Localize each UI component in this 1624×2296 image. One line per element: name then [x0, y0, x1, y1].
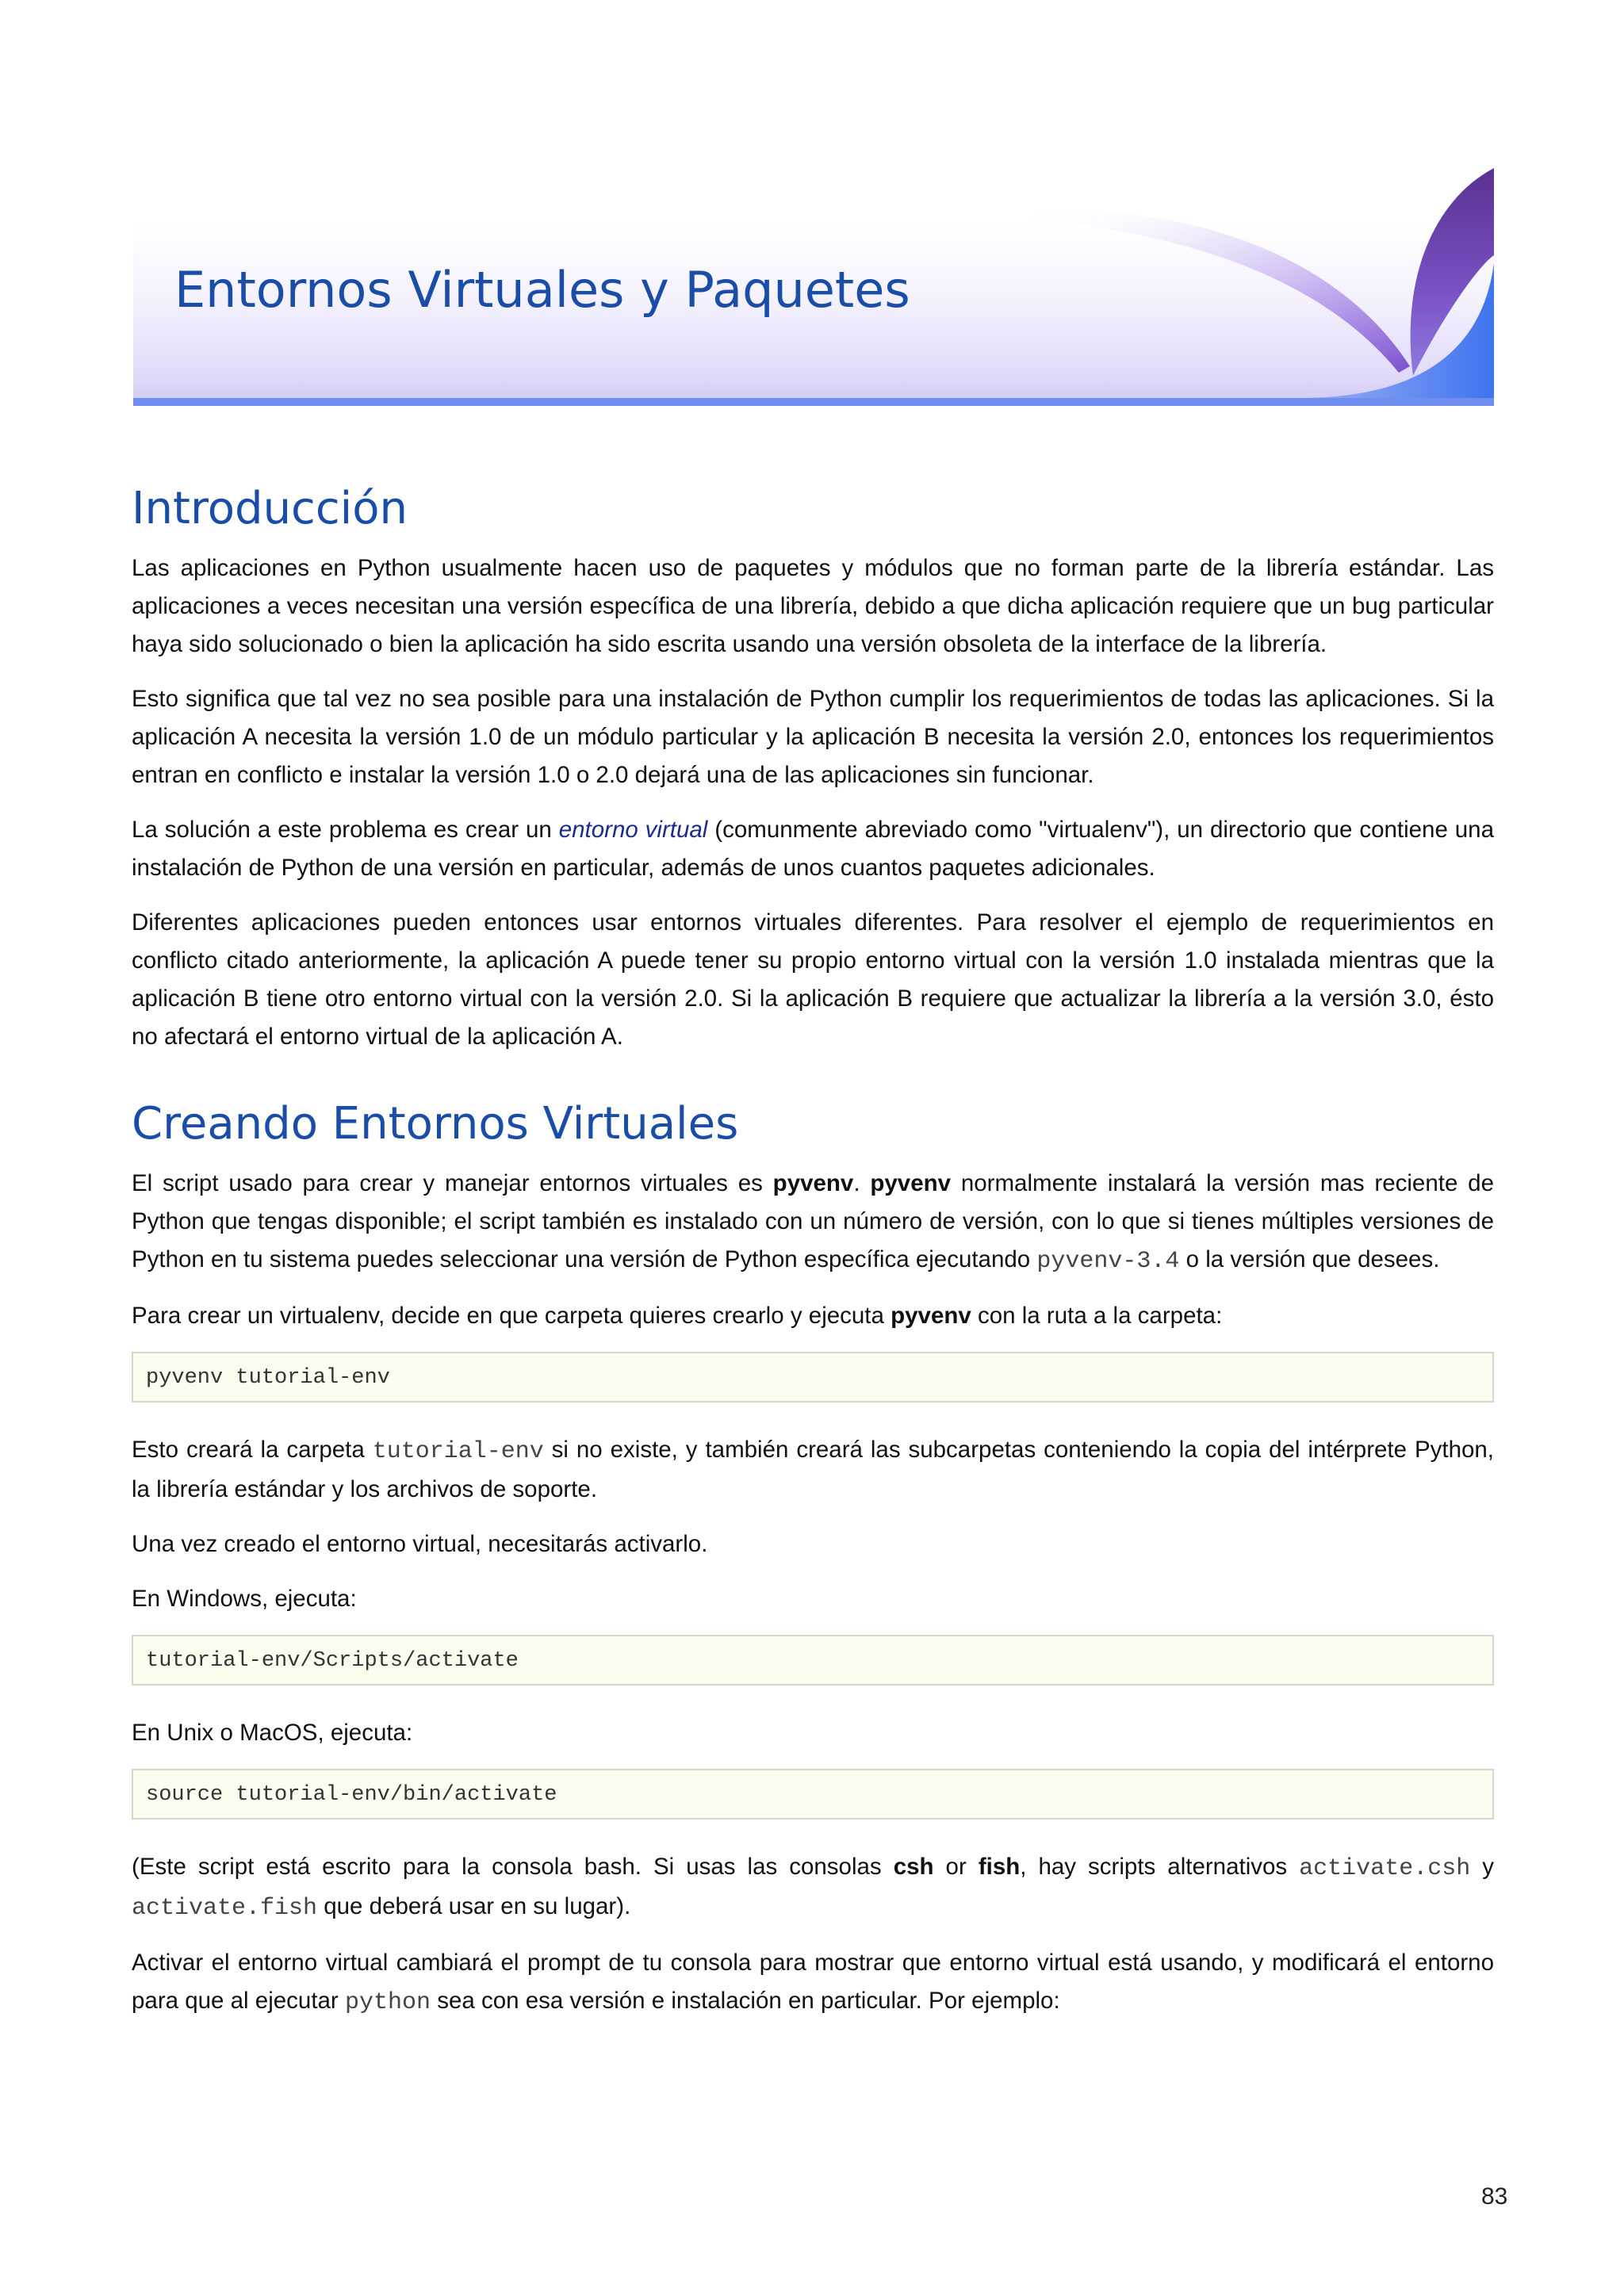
- chapter-banner: [133, 168, 1494, 406]
- inline-code: activate.fish: [132, 1895, 318, 1923]
- section-introduccion: [132, 482, 1494, 1056]
- command-name: fish: [978, 1854, 1021, 1881]
- paragraph: Para crear un virtualenv, decide en que carpeta quieres crearlo y ejecuta pyvenv con la ruta a la carpeta:: [132, 1303, 1223, 1330]
- inline-code: tutorial-env: [372, 1438, 544, 1466]
- page-number: 83: [1481, 2183, 1508, 2210]
- paragraph: Diferentes aplicaciones pueden entonces usar entornos virtuales diferentes. Para resolver el ejemplo de requerimientos en conflicto citado anteriormente, la aplicación A puede tener su propio entorno virtual con la versión 1.0 instalada mientras que la aplicación B tiene otro entorno virtual con la versión 2.0. Si la aplicación B requiere que actualizar la librería a la versión 3.0, ésto no afectará el entorno virtual de la aplicación A.: [132, 909, 1494, 1050]
- inline-code: python: [344, 1989, 431, 2017]
- paragraph: Las aplicaciones en Python usualmente hacen uso de paquetes y módulos que no forman parte de la librería estándar. Las aplicaciones a veces necesitan una versión específica de una librería, debido a que dicha aplicación requiere que un bug particular haya sido solucionado o bien la aplicación ha sido escrita usando una versión obsoleta de la interface de la librería.: [132, 555, 1494, 658]
- paragraph: En Windows, ejecuta:: [132, 1586, 357, 1613]
- paragraph: En Unix o MacOS, ejecuta:: [132, 1720, 413, 1747]
- inline-code: pyvenv-3.4: [1036, 1248, 1180, 1276]
- page-content: [132, 482, 1494, 2038]
- command-name: pyvenv: [891, 1303, 971, 1330]
- code-block: pyvenv tutorial-env: [132, 1352, 1494, 1402]
- section-heading: Introducción: [132, 483, 408, 534]
- section-creando-entornos: [132, 1097, 1494, 2022]
- paragraph: Una vez creado el entorno virtual, necesitarás activarlo.: [132, 1531, 708, 1558]
- paragraph: (Este script está escrito para la consola bash. Si usas las consolas csh or fish, hay scripts alternativos activate.csh y activate.fish que deberá usar en su lugar).: [132, 1854, 1494, 1923]
- paragraph: La solución a este problema es crear un entorno virtual (comunmente abreviado como "virtualenv"), un directorio que contiene una instalación de Python de una versión en particular, además de unos cuantos paquetes adicionales.: [132, 817, 1494, 882]
- paragraph: Esto significa que tal vez no sea posible para una instalación de Python cumplir los requerimientos de todas las aplicaciones. Si la aplicación A necesita la versión 1.0 de un módulo particular y la aplicación B necesita la versión 2.0, entonces los requerimientos entran en conflicto e instalar la versión 1.0 o 2.0 dejará una de las aplicaciones sin funcionar.: [132, 686, 1494, 789]
- code-block: tutorial-env/Scripts/activate: [132, 1635, 1494, 1686]
- section-heading: Creando Entornos Virtuales: [132, 1098, 739, 1150]
- command-name: pyvenv: [772, 1170, 854, 1197]
- chapter-title: Entornos Virtuales y Paquetes: [174, 261, 910, 319]
- paragraph: Activar el entorno virtual cambiará el prompt de tu consola para mostrar que entorno virtual está usando, y modificará el entorno para que al ejecutar python sea con esa versión e instalación en particular. Por ejemplo:: [132, 1950, 1494, 2017]
- command-name: csh: [893, 1854, 934, 1881]
- code-block: source tutorial-env/bin/activate: [132, 1769, 1494, 1820]
- term-link[interactable]: entorno virtual: [558, 817, 708, 844]
- inline-code: activate.csh: [1299, 1855, 1471, 1883]
- paragraph: Esto creará la carpeta tutorial-env si no existe, y también creará las subcarpetas conteniendo la copia del intérprete Python, la librería estándar y los archivos de soporte.: [132, 1437, 1494, 1503]
- paragraph: El script usado para crear y manejar entornos virtuales es pyvenv. pyvenv normalmente instalará la versión mas reciente de Python que tengas disponible; el script también es instalado con un número de versión, con lo que si tienes múltiples versiones de Python en tu sistema puedes seleccionar una versión de Python específica ejecutando pyvenv-3.4 o la versión que desees.: [132, 1170, 1494, 1276]
- command-name: pyvenv: [870, 1170, 952, 1197]
